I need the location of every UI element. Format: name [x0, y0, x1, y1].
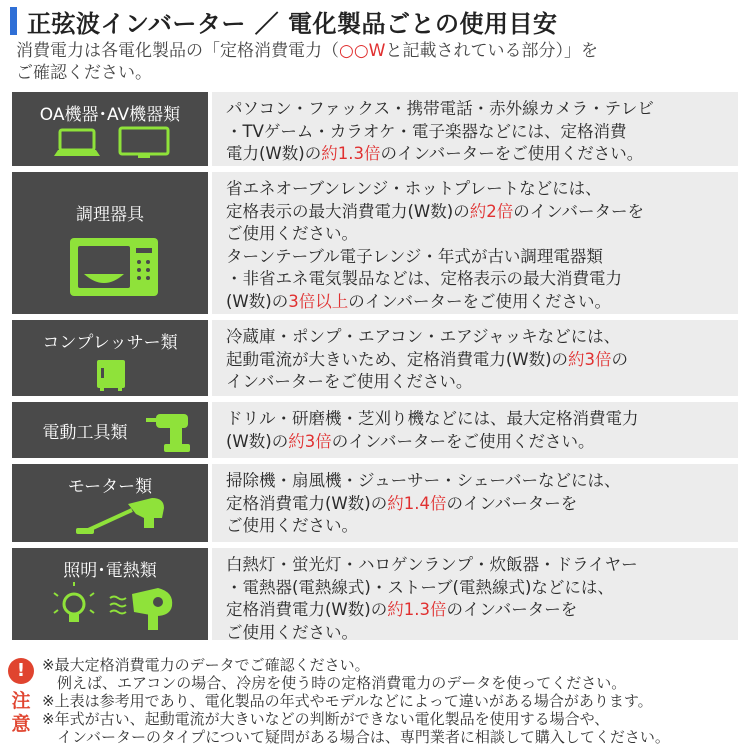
drill-icon — [144, 408, 202, 454]
row-compressor — [12, 320, 738, 396]
category-cell — [12, 402, 208, 458]
category-cell — [12, 92, 208, 166]
notes-list — [42, 656, 742, 746]
desc-line: (W数)の3倍以上のインバーターをご使用ください。 — [226, 291, 612, 311]
row-power-tools — [12, 402, 738, 458]
row-lighting-heating — [12, 548, 738, 640]
intro-line-1 — [16, 40, 736, 62]
intro-highlight: ○○W — [339, 41, 386, 61]
category-label: モーター類 — [67, 477, 153, 497]
desc-line: ご使用ください。 — [226, 224, 358, 243]
row-motors — [12, 464, 738, 542]
desc-line: (W数)の約3倍のインバーターをご使用ください。 — [226, 431, 595, 451]
laptop-and-tv-icon — [52, 126, 182, 160]
description-cell — [212, 172, 738, 314]
desc-line: 定格表示の最大消費電力(W数)の約2倍のインバーターを — [226, 201, 645, 221]
description-cell — [212, 464, 738, 542]
intro-line-2: ご確認ください。 — [16, 63, 152, 83]
category-cell — [12, 464, 208, 542]
lightbulb-and-hairdryer-icon — [50, 582, 180, 632]
category-label: 調理器具 — [76, 205, 144, 225]
desc-line: 掃除機・扇風機・ジューサー・シェーバーなどには、 — [226, 471, 621, 490]
intro-text-part: と記載されている部分）」を — [385, 41, 598, 61]
note-line: ※年式が古い、起動電流が大きいなどの判断ができない電化製品を使用する場合や、 — [42, 710, 610, 728]
caution-notes — [0, 650, 750, 750]
exclamation-icon: ! — [8, 658, 34, 684]
category-cell — [12, 320, 208, 396]
desc-line: 省エネオーブンレンジ・ホットプレートなどには、 — [226, 179, 602, 198]
note-line: 例えば、エアコンの場合、冷房を使う時の定格消費電力のデータを使ってください。 — [42, 674, 627, 692]
desc-line: インバーターをご使用ください。 — [226, 372, 473, 391]
intro-text-part: 消費電力は各電化製品の「定格消費電力（ — [16, 41, 339, 61]
description-cell — [212, 548, 738, 640]
desc-line: 白熱灯・蛍光灯・ハロゲンランプ・炊飯器・ドライヤー — [226, 555, 638, 574]
row-oa-av — [12, 92, 738, 166]
page-header — [10, 6, 558, 36]
desc-line: 定格消費電力(W数)の約1.4倍のインバーターを — [226, 493, 578, 513]
desc-line: ターンテーブル電子レンジ・年式が古い調理電器類 — [226, 246, 603, 266]
caution-label-2: 意 — [11, 713, 31, 735]
category-label: コンプレッサー類 — [42, 333, 178, 353]
microwave-icon — [68, 236, 160, 298]
category-label: OA機器･AV機器類 — [39, 105, 181, 125]
desc-line: ・電熱器(電熱線式)・ストーブ(電熱線式)などには、 — [226, 577, 614, 597]
desc-line: 冷蔵庫・ポンプ・エアコン・エアジャッキなどには、 — [226, 327, 621, 346]
desc-line: ご使用ください。 — [226, 622, 358, 642]
desc-line: ご使用ください。 — [226, 516, 358, 535]
category-label: 電動工具類 — [42, 423, 128, 443]
desc-line: 起動電流が大きいため、定格消費電力(W数)の約3倍の — [226, 349, 629, 369]
desc-line: ドリル・研磨機・芝刈り機などには、最大定格消費電力 — [226, 409, 639, 428]
category-cell — [12, 548, 208, 640]
category-cell — [12, 172, 208, 314]
refrigerator-icon — [94, 358, 128, 392]
page-title: 正弦波インバーター ／ 電化製品ごとの使用目安 — [27, 9, 558, 38]
caution-label-1: 注 — [11, 690, 31, 712]
intro-text — [16, 40, 736, 84]
desc-line: パソコン・ファックス・携帯電話・赤外線カメラ・テレビ — [226, 99, 654, 118]
description-cell — [212, 92, 738, 166]
desc-line: ・非省エネ電気製品などは、定格表示の最大消費電力 — [226, 269, 622, 288]
row-cooking — [12, 172, 738, 314]
description-cell — [212, 402, 738, 458]
desc-line: ・TVゲーム・カラオケ・電子楽器などには、定格消費 — [226, 121, 627, 141]
note-line: ※上表は参考用であり、電化製品の年式やモデルなどによって違いがある場合があります。 — [42, 692, 653, 710]
note-line: ※最大定格消費電力のデータでご確認ください。 — [42, 656, 370, 674]
vacuum-cleaner-icon — [74, 494, 174, 538]
caution-marker — [4, 658, 38, 736]
description-cell — [212, 320, 738, 396]
desc-line: 電力(W数)の約1.3倍のインバーターをご使用ください。 — [226, 144, 644, 163]
note-line: インバーターのタイプについて疑問がある場合は、専門業者に相談して購入してください。 — [42, 728, 670, 746]
category-label: 照明･電熱類 — [63, 561, 157, 581]
title-accent-bar — [10, 7, 17, 35]
desc-line: 定格消費電力(W数)の約1.3倍のインバーターを — [226, 600, 578, 619]
